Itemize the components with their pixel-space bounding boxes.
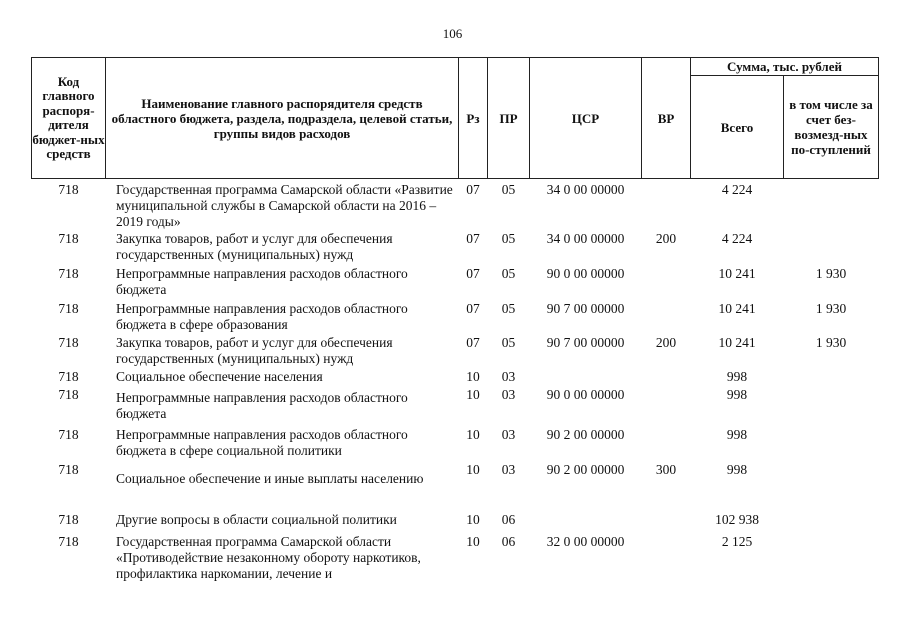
- cell-rz: 10: [466, 462, 480, 477]
- cell-name: Непрограммные направления расходов областного бюджета: [116, 390, 408, 421]
- cell-kod: 718: [58, 462, 79, 477]
- cell-kod: 718: [58, 512, 79, 527]
- cell-total: 10 241: [718, 335, 756, 350]
- header-kod: Код главного распоря-дителя бюджет-ных средств: [31, 57, 106, 179]
- cell-total: 998: [726, 462, 748, 477]
- cell-incl: 1 930: [815, 266, 847, 281]
- cell-rz: 10: [466, 427, 480, 442]
- cell-total: 4 224: [721, 182, 753, 197]
- cell-rz: 10: [466, 534, 480, 549]
- cell-rz: 07: [466, 335, 480, 350]
- cell-kod: 718: [58, 369, 79, 384]
- header-sum: Сумма, тыс. рублей: [690, 57, 879, 76]
- cell-kod: 718: [58, 301, 79, 316]
- cell-total: 10 241: [718, 301, 756, 316]
- cell-kod: 718: [58, 266, 79, 281]
- header-rz: Рз: [458, 57, 488, 179]
- cell-rz: 10: [466, 369, 480, 384]
- cell-vr: 300: [655, 462, 677, 477]
- cell-name: Социальное обеспечение населения: [116, 369, 323, 384]
- cell-incl: 1 930: [815, 301, 847, 316]
- cell-total: 998: [726, 369, 748, 384]
- cell-name: Закупка товаров, работ и услуг для обеспечения государственных (муниципальных) нужд: [116, 231, 393, 262]
- cell-rz: 07: [466, 231, 480, 246]
- cell-csr: 90 0 00 00000: [546, 266, 625, 281]
- header-csr: ЦСР: [529, 57, 642, 179]
- cell-name: Непрограммные направления расходов областного бюджета: [116, 266, 408, 297]
- cell-rz: 10: [466, 512, 480, 527]
- cell-pr: 05: [501, 335, 516, 350]
- cell-rz: 10: [466, 387, 480, 402]
- cell-pr: 03: [501, 369, 516, 384]
- cell-csr: 90 2 00 00000: [546, 462, 625, 477]
- cell-name: Непрограммные направления расходов областного бюджета в сфере социальной политики: [116, 427, 408, 458]
- cell-name: Социальное обеспечение и иные выплаты населению: [116, 471, 424, 486]
- header-name: Наименование главного распорядителя средств областного бюджета, раздела, подраздела, целевой статьи, группы видов расходов: [105, 57, 459, 179]
- cell-name: Непрограммные направления расходов областного бюджета в сфере образования: [116, 301, 408, 332]
- cell-pr: 03: [501, 387, 516, 402]
- cell-pr: 03: [501, 462, 516, 477]
- cell-total: 998: [726, 427, 748, 442]
- cell-csr: 90 0 00 00000: [546, 387, 625, 402]
- cell-pr: 03: [501, 427, 516, 442]
- cell-pr: 05: [501, 266, 516, 281]
- header-incl: в том числе за счет без-возмезд-ных по-ступлений: [783, 75, 879, 179]
- page-number: 106: [442, 26, 463, 41]
- header-vsego: Всего: [690, 75, 784, 179]
- cell-name: Государственная программа Самарской области «Развитие муниципальной службы в Самарской области на 2016 – 2019 годы»: [116, 182, 453, 229]
- cell-rz: 07: [466, 266, 480, 281]
- cell-csr: 90 7 00 00000: [546, 335, 625, 350]
- cell-name: Другие вопросы в области социальной политики: [116, 512, 397, 527]
- cell-total: 998: [726, 387, 748, 402]
- header-pr: ПР: [487, 57, 530, 179]
- cell-total: 102 938: [715, 512, 759, 527]
- cell-rz: 07: [466, 182, 480, 197]
- cell-incl: 1 930: [815, 335, 847, 350]
- cell-csr: 90 2 00 00000: [546, 427, 625, 442]
- cell-kod: 718: [58, 387, 79, 402]
- cell-vr: 200: [655, 231, 677, 246]
- cell-kod: 718: [58, 534, 79, 549]
- cell-kod: 718: [58, 427, 79, 442]
- cell-pr: 05: [501, 182, 516, 197]
- cell-pr: 05: [501, 231, 516, 246]
- cell-total: 2 125: [721, 534, 753, 549]
- cell-kod: 718: [58, 182, 79, 197]
- cell-total: 4 224: [721, 231, 753, 246]
- cell-csr: 34 0 00 00000: [546, 231, 625, 246]
- cell-rz: 07: [466, 301, 480, 316]
- cell-kod: 718: [58, 231, 79, 246]
- cell-csr: 32 0 00 00000: [546, 534, 625, 549]
- cell-vr: 200: [655, 335, 677, 350]
- cell-kod: 718: [58, 335, 79, 350]
- cell-csr: 34 0 00 00000: [546, 182, 625, 197]
- cell-pr: 06: [501, 534, 516, 549]
- cell-total: 10 241: [718, 266, 756, 281]
- cell-pr: 06: [501, 512, 516, 527]
- header-vr: ВР: [641, 57, 691, 179]
- cell-name: Государственная программа Самарской области «Противодействие незаконному обороту наркотиков, профилактика наркомании, лечение и: [116, 534, 421, 581]
- cell-name: Закупка товаров, работ и услуг для обеспечения государственных (муниципальных) нужд: [116, 335, 393, 366]
- cell-csr: 90 7 00 00000: [546, 301, 625, 316]
- cell-pr: 05: [501, 301, 516, 316]
